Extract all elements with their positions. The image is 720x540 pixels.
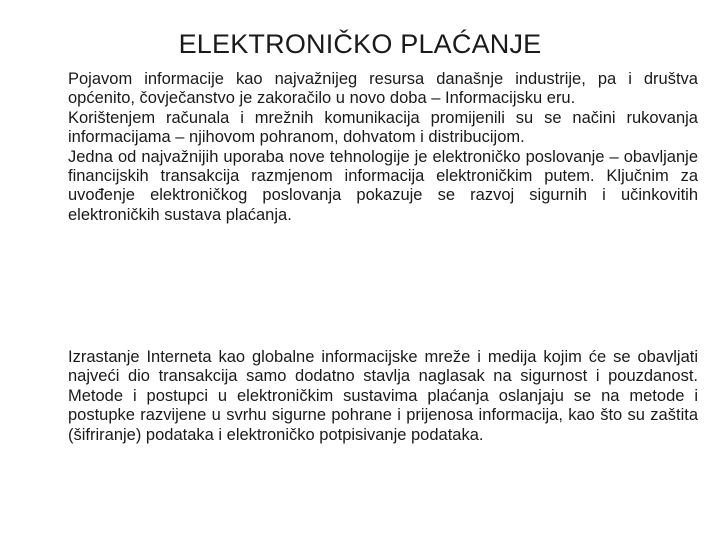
paragraph-computer-communication: Korištenjem računala i mrežnih komunikacija promijenili su se načini rukovanja informacijama – njihovom pohranom, dohvatom i distribucijom. (68, 108, 698, 147)
paragraph-internet-security: Izrastanje Interneta kao globalne informacijske mreže i medija kojim će se obavljati najveći dio transakcija samo dodatno stavlja naglasak na sigurnost i pouzdanost. Metode i postupci u elektroničkim sustavima plaćanja oslanjaju se na metode i postupke razvijene u svrhu sigurne pohrane i prijenosa informacija, kao što su zaštita (šifriranje) podataka i elektroničko potpisivanje podataka. (68, 348, 698, 444)
paragraph-information-age: Pojavom informacije kao najvažnijeg resursa današnje industrije, pa i društva općenito, čovječanstvo je zakoračilo u novo doba – Informacijsku eru. (68, 70, 698, 108)
slide-title: ELEKTRONIČKO PLAĆANJE (178, 29, 542, 59)
body-text-block (68, 70, 698, 225)
body-text-block-secondary (68, 348, 698, 445)
paragraph-electronic-business: Jedna od najvažnijih uporaba nove tehnologije je elektroničko poslovanje – obavljanje financijskih transakcija razmjenom informacija elektroničkim putem. Ključnim za uvođenje elektroničkog poslovanja pokazuje se razvoj sigurnih i učinkovitih elektroničkih sustava plaćanja. (68, 147, 698, 224)
